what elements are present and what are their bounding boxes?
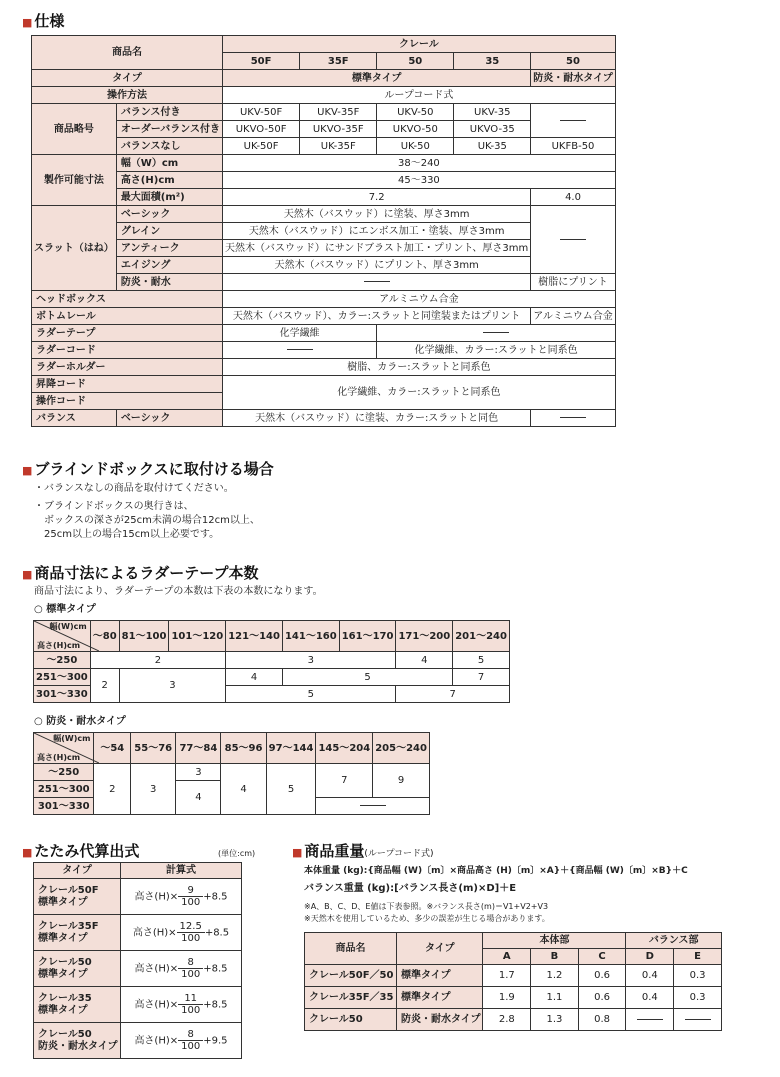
empty-dash — [626, 1009, 674, 1031]
weight-col-product: 商品名 — [305, 933, 397, 965]
count-cell: 5 — [266, 764, 316, 815]
code-row-label: バランス付き — [116, 104, 222, 121]
ladder-std-table — [33, 620, 510, 703]
width-range: 205～240 — [373, 733, 430, 764]
headbox-value: アルミニウム合金 — [223, 291, 616, 308]
tatami-type: クレール35 標準タイプ — [34, 987, 121, 1023]
valance-label: バランス — [32, 410, 117, 427]
ladder-heading: ■ 商品寸法によるラダーテープ本数 — [22, 564, 259, 582]
op-label: 操作方法 — [32, 87, 223, 104]
width-axis-label: 幅(W)cm — [49, 622, 87, 631]
tatami-type: クレール35F 標準タイプ — [34, 915, 121, 951]
slat-row-value: 天然木（バスウッド）にエンボス加工・塗装、厚さ3mm — [223, 223, 531, 240]
bottom-fire-value: アルミニウム合金 — [531, 308, 616, 325]
slat-label: スラット（はね） — [32, 206, 117, 291]
ladder-cord-label: ラダーコード — [32, 342, 223, 359]
slat-row-value: 天然木（バスウッド）にサンドブラスト加工・プリント、厚さ3mm — [223, 240, 531, 257]
blindbox-line: ボックスの深さが25cm未満の場合12cm以上、 — [34, 515, 260, 526]
width-range: 85～96 — [221, 733, 266, 764]
diagonal-header — [34, 621, 91, 652]
model-header: 50 — [531, 53, 616, 70]
model-header: 50 — [377, 53, 454, 70]
empty-dash — [223, 342, 377, 359]
weight-col-body: 本体部 — [483, 933, 626, 949]
count-cell: 4 — [396, 652, 453, 669]
width-label: 幅（W）cm — [116, 155, 222, 172]
width-axis-label: 幅(W)cm — [53, 734, 91, 743]
code-cell: UKFB-50 — [531, 138, 616, 155]
tatami-table — [33, 862, 242, 1059]
weight-type: 標準タイプ — [396, 987, 483, 1009]
bottom-label: ボトムレール — [32, 308, 223, 325]
slat-fire-label: 防炎・耐水 — [116, 274, 222, 291]
model-header: 35 — [454, 53, 531, 70]
tatami-col-formula: 計算式 — [120, 863, 241, 879]
size-label: 製作可能寸法 — [32, 155, 117, 206]
slat-row-value: 天然木（バスウッド）に塗装、厚さ3mm — [223, 206, 531, 223]
product-name-header: 商品名 — [32, 36, 223, 70]
tatami-formula: 高さ(H)× $\frac{12.5}{100}$ +8.5 — [120, 915, 241, 951]
code-cell: UKVO-35F — [300, 121, 377, 138]
code-cell: UKV-50 — [377, 104, 454, 121]
weight-note: ※A、B、C、D、E値は下表参照。※バランス長さ(m)＝V1+V2+V3 — [304, 902, 549, 911]
width-range: 97～144 — [266, 733, 316, 764]
code-cell: UK-35 — [454, 138, 531, 155]
height-range: ～250 — [34, 764, 94, 781]
tatami-formula: 高さ(H)× $\frac{9}{100}$ +8.5 — [120, 879, 241, 915]
bottom-value: 天然木（バスウッド）、カラー:スラットと同塗装またはプリント — [223, 308, 531, 325]
count-cell: 2 — [94, 764, 131, 815]
empty-dash — [531, 104, 616, 138]
weight-value: 1.3 — [531, 1009, 579, 1031]
width-value: 38～240 — [223, 155, 616, 172]
type-label: タイプ — [32, 70, 223, 87]
code-cell: UK-50 — [377, 138, 454, 155]
model-header: 50F — [223, 53, 300, 70]
ladder-intro: 商品寸法により、ラダーテープの本数は下表の本数になります。 — [34, 586, 323, 597]
height-range: 251～300 — [34, 669, 91, 686]
weight-product: クレール50F／50 — [305, 965, 397, 987]
code-row-label: バランスなし — [116, 138, 222, 155]
slat-row-label: エイジング — [116, 257, 222, 274]
slat-row-value: 天然木（バスウッド）にプリント、厚さ3mm — [223, 257, 531, 274]
empty-dash — [531, 206, 616, 274]
model-header: 35F — [300, 53, 377, 70]
headbox-label: ヘッドボックス — [32, 291, 223, 308]
width-range: 161～170 — [339, 621, 396, 652]
height-range: ～250 — [34, 652, 91, 669]
empty-dash — [377, 325, 615, 342]
width-range: 145～204 — [316, 733, 373, 764]
slat-row-label: グレイン — [116, 223, 222, 240]
ladder-fire-table — [33, 732, 430, 815]
count-cell: 4 — [226, 669, 283, 686]
weight-col-valance: バランス部 — [626, 933, 722, 949]
count-cell: 2 — [90, 652, 225, 669]
weight-value: 0.4 — [626, 965, 674, 987]
width-range: 101～120 — [169, 621, 226, 652]
diagonal-header — [34, 733, 94, 764]
code-cell: UKV-35 — [454, 104, 531, 121]
count-cell: 3 — [176, 764, 221, 781]
weight-value: 1.1 — [531, 987, 579, 1009]
weight-value: 0.3 — [674, 965, 722, 987]
cord-value: 化学繊維、カラー:スラットと同系色 — [223, 376, 616, 410]
ladder-cord-value: 化学繊維、カラー:スラットと同系色 — [377, 342, 615, 359]
tatami-formula: 高さ(H)× $\frac{11}{100}$ +8.5 — [120, 987, 241, 1023]
code-cell: UKVO-50 — [377, 121, 454, 138]
weight-value: 1.9 — [483, 987, 531, 1009]
code-cell: UKVO-35 — [454, 121, 531, 138]
width-range: 81～100 — [119, 621, 169, 652]
slat-fire-value: 樹脂にプリント — [531, 274, 616, 291]
valance-value: 天然木（バスウッド）に塗装、カラー:スラットと同色 — [223, 410, 531, 427]
width-range: 201～240 — [453, 621, 510, 652]
count-cell: 3 — [131, 764, 176, 815]
count-cell: 7 — [396, 686, 510, 703]
count-cell: 4 — [176, 781, 221, 815]
weight-letter: A — [483, 949, 531, 965]
weight-table — [304, 932, 722, 1031]
count-cell: 5 — [226, 686, 396, 703]
tatami-formula: 高さ(H)× $\frac{8}{100}$ +9.5 — [120, 1023, 241, 1059]
lift-cord-label: 昇降コード — [32, 376, 223, 393]
weight-formula-valance: バランス重量 (kg):[バランス長さ(m)×D]＋E — [304, 883, 517, 894]
code-cell: UKVO-50F — [223, 121, 300, 138]
area-value-fire: 4.0 — [531, 189, 616, 206]
op-cord-label: 操作コード — [32, 393, 223, 410]
type-fire: 防炎・耐水タイプ — [531, 70, 616, 87]
width-range: 77～84 — [176, 733, 221, 764]
weight-letter: D — [626, 949, 674, 965]
weight-value: 0.3 — [674, 987, 722, 1009]
count-cell: 3 — [226, 652, 396, 669]
width-range: 55～76 — [131, 733, 176, 764]
weight-product: クレール50 — [305, 1009, 397, 1031]
tatami-col-type: タイプ — [34, 863, 121, 879]
weight-col-type: タイプ — [396, 933, 483, 965]
ladder-tape-label: ラダーテープ — [32, 325, 223, 342]
area-label: 最大面積(m²) — [116, 189, 222, 206]
ladder-holder-label: ラダーホルダー — [32, 359, 223, 376]
count-cell: 4 — [221, 764, 266, 815]
valance-sub: ベーシック — [116, 410, 222, 427]
tatami-heading: ■ たたみ代算出式 — [22, 842, 140, 860]
ladder-std-title: ○ 標準タイプ — [34, 604, 96, 615]
weight-formula-body: 本体重量 (kg):{商品幅 (W)〔m〕×商品高さ (H)〔m〕×A}＋{商品幅 (W)〔m〕×B}＋C — [304, 866, 688, 876]
weight-value: 2.8 — [483, 1009, 531, 1031]
weight-type: 防炎・耐水タイプ — [396, 1009, 483, 1031]
count-cell: 7 — [453, 669, 510, 686]
empty-dash — [316, 798, 430, 815]
empty-dash — [674, 1009, 722, 1031]
type-standard: 標準タイプ — [223, 70, 531, 87]
tatami-formula: 高さ(H)× $\frac{8}{100}$ +8.5 — [120, 951, 241, 987]
weight-letter: C — [578, 949, 626, 965]
width-range: ～54 — [94, 733, 131, 764]
op-value: ループコード式 — [223, 87, 616, 104]
code-label: 商品略号 — [32, 104, 117, 155]
height-axis-label: 高さ(H)cm — [37, 753, 81, 762]
height-range: 251～300 — [34, 781, 94, 798]
spec-heading: ■ 仕様 — [22, 12, 65, 30]
blindbox-line: ・バランスなしの商品を取付けてください。 — [34, 483, 234, 494]
height-label: 高さ(H)cm — [116, 172, 222, 189]
blindbox-heading: ■ ブラインドボックスに取付ける場合 — [22, 460, 274, 478]
weight-value: 1.7 — [483, 965, 531, 987]
code-row-label: オーダーバランス付き — [116, 121, 222, 138]
count-cell: 7 — [316, 764, 373, 798]
count-cell: 5 — [282, 669, 452, 686]
code-cell: UKV-35F — [300, 104, 377, 121]
height-axis-label: 高さ(H)cm — [37, 641, 81, 650]
code-cell: UK-50F — [223, 138, 300, 155]
empty-dash — [223, 274, 531, 291]
weight-note: ※天然木を使用しているため、多少の誤差が生じる場合があります。 — [304, 914, 550, 923]
ladder-tape-value: 化学繊維 — [223, 325, 377, 342]
width-range: 141～160 — [282, 621, 339, 652]
weight-value: 0.6 — [578, 987, 626, 1009]
weight-value: 0.8 — [578, 1009, 626, 1031]
width-range: 171～200 — [396, 621, 453, 652]
weight-value: 1.2 — [531, 965, 579, 987]
count-cell: 9 — [373, 764, 430, 798]
code-cell: UK-35F — [300, 138, 377, 155]
weight-product: クレール35F／35 — [305, 987, 397, 1009]
slat-row-label: ベーシック — [116, 206, 222, 223]
weight-value: 0.6 — [578, 965, 626, 987]
height-value: 45～330 — [223, 172, 616, 189]
blindbox-line: ・ブラインドボックスの奥行きは、 — [34, 501, 194, 512]
count-cell: 5 — [453, 652, 510, 669]
ladder-holder-value: 樹脂、カラー:スラットと同系色 — [223, 359, 616, 376]
weight-value: 0.4 — [626, 987, 674, 1009]
code-cell: UKV-50F — [223, 104, 300, 121]
slat-row-label: アンティーク — [116, 240, 222, 257]
tatami-type: クレール50F 標準タイプ — [34, 879, 121, 915]
count-cell: 3 — [119, 669, 226, 703]
spec-table — [31, 35, 616, 427]
tatami-unit: (単位:cm) — [218, 849, 256, 858]
height-range: 301～330 — [34, 798, 94, 815]
area-value-std: 7.2 — [223, 189, 531, 206]
width-range: ～80 — [90, 621, 119, 652]
height-range: 301～330 — [34, 686, 91, 703]
series-header: クレール — [223, 36, 616, 53]
weight-letter: E — [674, 949, 722, 965]
count-cell: 2 — [90, 669, 119, 703]
weight-type: 標準タイプ — [396, 965, 483, 987]
blindbox-line: 25cm以上の場合15cm以上必要です。 — [34, 529, 220, 540]
weight-letter: B — [531, 949, 579, 965]
ladder-fire-title: ○ 防炎・耐水タイプ — [34, 716, 126, 727]
empty-dash — [531, 410, 616, 427]
tatami-type: クレール50 標準タイプ — [34, 951, 121, 987]
width-range: 121～140 — [226, 621, 283, 652]
tatami-type: クレール50 防炎・耐水タイプ — [34, 1023, 121, 1059]
weight-heading: ■ 商品重量(ループコード式) — [292, 842, 434, 860]
